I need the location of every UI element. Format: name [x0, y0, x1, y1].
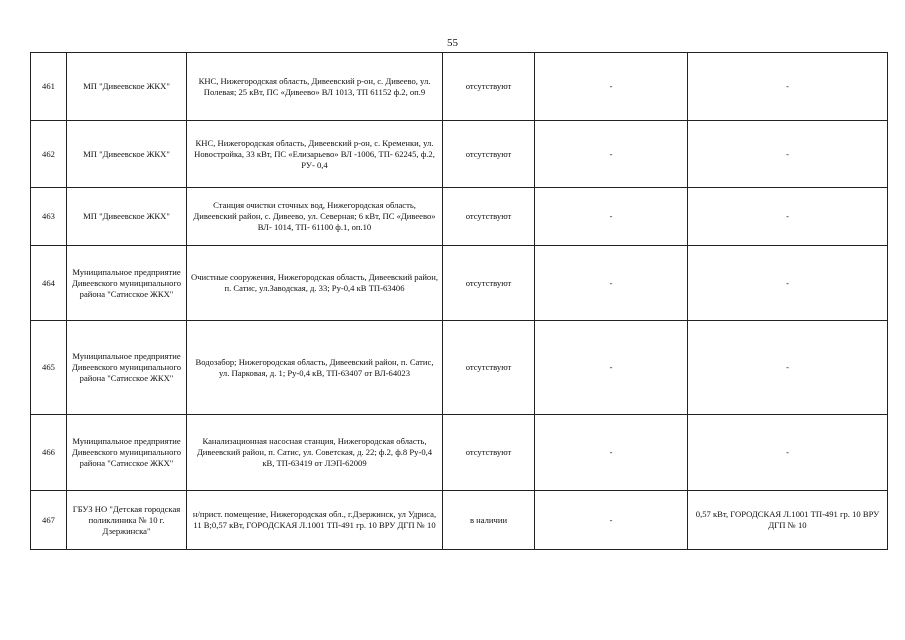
table-row — [31, 321, 888, 415]
table-row — [31, 415, 888, 491]
column-6-cell: - — [688, 188, 888, 246]
row-number-cell: 461 — [31, 53, 67, 121]
owner-cell: МП "Дивеевское ЖКХ" — [67, 188, 187, 246]
table-body — [31, 53, 888, 550]
owner-cell: Муниципальное предприятие Дивеевского муниципального района "Сатисское ЖКХ" — [67, 415, 187, 491]
status-cell: отсутствуют — [443, 321, 535, 415]
column-6-cell: - — [688, 121, 888, 188]
page-number: 55 — [447, 37, 458, 49]
owner-cell: Муниципальное предприятие Дивеевского муниципального района "Сатисское ЖКХ" — [67, 321, 187, 415]
column-6-cell: - — [688, 53, 888, 121]
status-cell: отсутствуют — [443, 53, 535, 121]
column-6-cell: - — [688, 246, 888, 321]
column-5-cell: - — [535, 188, 688, 246]
object-description-cell: КНС, Нижегородская область, Дивеевский р-он, с. Дивеево, ул. Полевая; 25 кВт, ПС «Дивеево» ВЛ 1013, ТП 61152 ф.2, оп.9 — [187, 53, 443, 121]
column-5-cell: - — [535, 53, 688, 121]
column-5-cell: - — [535, 246, 688, 321]
column-6-cell: - — [688, 415, 888, 491]
owner-cell: ГБУЗ НО "Детская городская поликлиника № 10 г. Дзержинска" — [67, 491, 187, 550]
row-number-cell: 463 — [31, 188, 67, 246]
status-cell: отсутствуют — [443, 121, 535, 188]
column-5-cell: - — [535, 491, 688, 550]
object-description-cell: Очистные сооружения, Нижегородская область, Дивеевский район, п. Сатис, ул.Заводская, д. 33; Ру-0,4 кВ ТП-63406 — [187, 246, 443, 321]
object-description-cell: КНС, Нижегородская область, Дивеевский р-он, с. Кременки, ул. Новостройка, 33 кВт, ПС «Елизарьево» ВЛ -1006, ТП- 62245, ф.2, РУ- 0,4 — [187, 121, 443, 188]
owner-cell: МП "Дивеевское ЖКХ" — [67, 121, 187, 188]
owner-cell: МП "Дивеевское ЖКХ" — [67, 53, 187, 121]
status-cell: отсутствуют — [443, 188, 535, 246]
object-description-cell: Канализационная насосная станция, Нижегородская область, Дивеевский район, п. Сатис, ул. Советская, д. 22; ф.2, ф.8 Ру-0,4 кВ, ТП-63419 от ЛЭП-62009 — [187, 415, 443, 491]
row-number-cell: 467 — [31, 491, 67, 550]
data-table — [30, 52, 888, 550]
table-row — [31, 246, 888, 321]
row-number-cell: 465 — [31, 321, 67, 415]
owner-cell: Муниципальное предприятие Дивеевского муниципального района "Сатисское ЖКХ" — [67, 246, 187, 321]
row-number-cell: 464 — [31, 246, 67, 321]
row-number-cell: 466 — [31, 415, 67, 491]
row-number-cell: 462 — [31, 121, 67, 188]
column-5-cell: - — [535, 321, 688, 415]
status-cell: отсутствуют — [443, 415, 535, 491]
status-cell: в наличии — [443, 491, 535, 550]
table-row — [31, 491, 888, 550]
table-row — [31, 53, 888, 121]
object-description-cell: Станция очистки сточных вод, Нижегородская область, Дивеевский район, с. Дивеево, ул. Северная; 6 кВт, ПС «Дивеево» ВЛ- 1014, ТП- 61100 ф.1, оп.10 — [187, 188, 443, 246]
column-6-cell: - — [688, 321, 888, 415]
status-cell: отсутствуют — [443, 246, 535, 321]
table-row — [31, 188, 888, 246]
column-6-cell: 0,57 кВт, ГОРОДСКАЯ Л.1001 ТП-491 гр. 10 ВРУ ДГП № 10 — [688, 491, 888, 550]
column-5-cell: - — [535, 415, 688, 491]
object-description-cell: Водозабор; Нижегородская область, Дивеевский район, п. Сатис, ул. Парковая, д. 1; Ру-0,4 кВ, ТП-63407 от ВЛ-64023 — [187, 321, 443, 415]
object-description-cell: н/прист. помещение, Нижегородская обл., г.Дзержинск, ул Удриса, 11 В;0,57 кВт, ГОРОДСКАЯ Л.1001 ТП-491 гр. 10 ВРУ ДГП № 10 — [187, 491, 443, 550]
column-5-cell: - — [535, 121, 688, 188]
table-row — [31, 121, 888, 188]
